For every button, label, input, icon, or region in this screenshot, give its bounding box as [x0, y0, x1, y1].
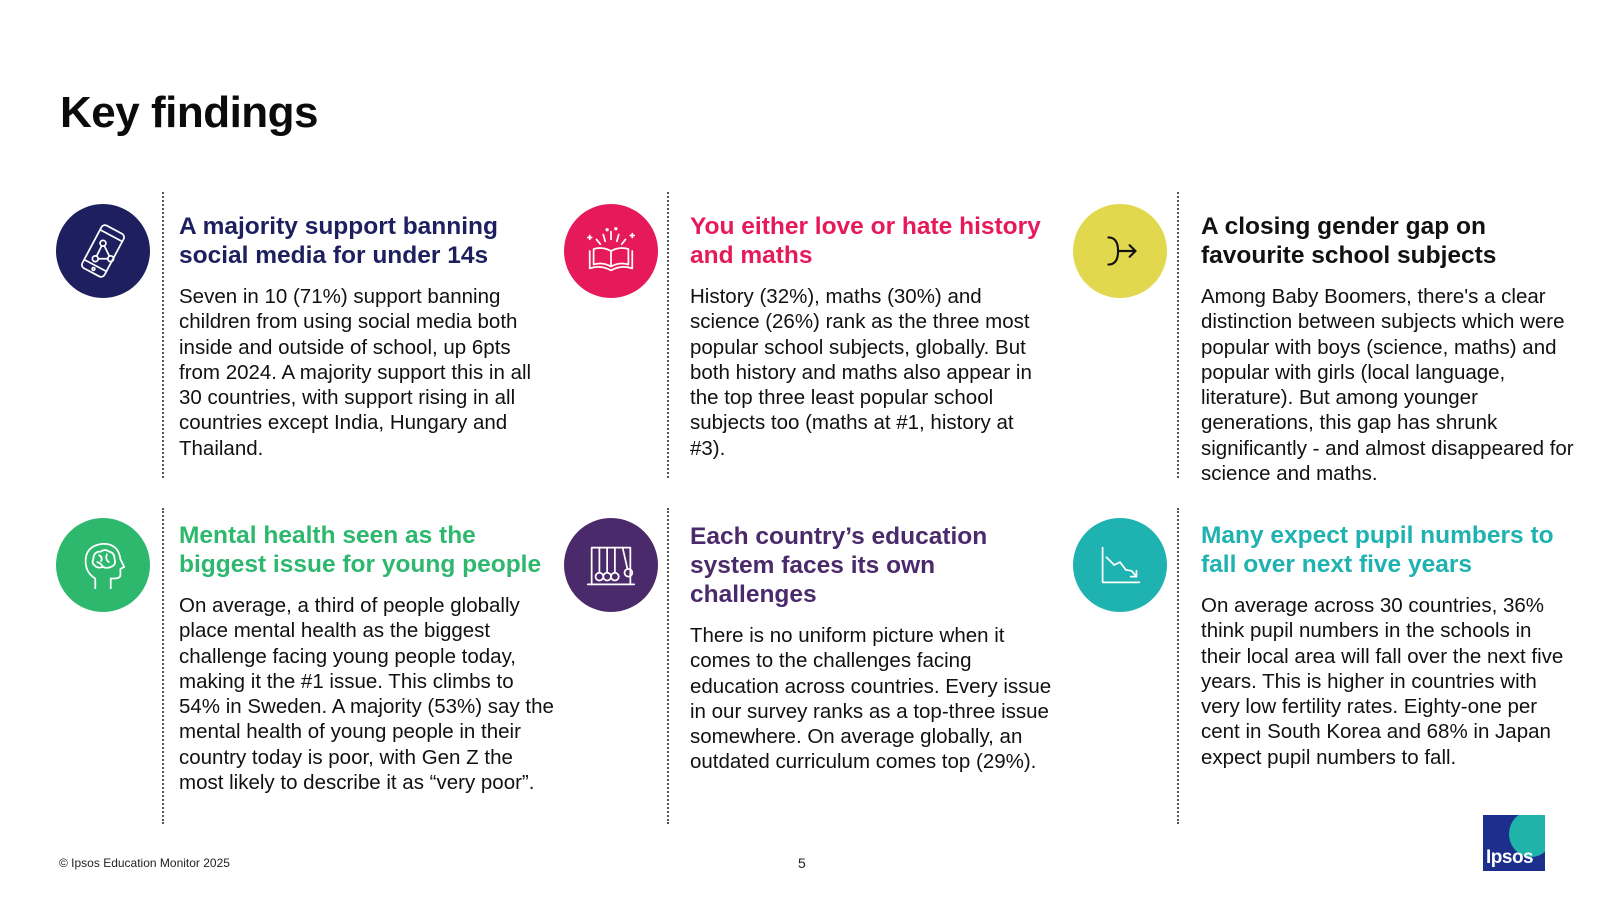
open-book-icon [582, 222, 640, 280]
finding-icon-circle [56, 518, 150, 612]
finding-icon-circle [1073, 518, 1167, 612]
divider [1177, 192, 1179, 478]
logo-wordmark: Ipsos [1486, 847, 1534, 868]
finding-body: There is no uniform picture when it comes to the challenges facing education across countries. Every issue in our survey ranks as a top-three issue somewhere. On average globally, an outdated curriculum comes top (29%). [690, 624, 1052, 774]
finding-body: On average across 30 countries, 36% think pupil numbers in the schools in their local area will fall over the next five years. This is higher in countries with very low fertility rates. Eighty-one per cent in South Korea and 68% in Japan expect pupil numbers to fall. [1201, 594, 1564, 769]
newtons-cradle-icon [582, 536, 640, 594]
divider [162, 508, 164, 824]
divider [667, 192, 669, 478]
footer-copyright: © Ipsos Education Monitor 2025 [59, 856, 230, 870]
finding-title: You either love or hate history and maths [690, 213, 1041, 269]
finding-title: Mental health seen as the biggest issue for young people [179, 522, 542, 578]
finding-title: A closing gender gap on favourite school subjects [1201, 213, 1497, 269]
page-number: 5 [798, 855, 806, 871]
finding-body: Seven in 10 (71%) support banning children from using social media both inside and outside of school, up 6pts from 2024. A majority support this in all 30 countries, with support rising in all countries except India, Hungary and Thailand. [179, 285, 532, 460]
finding-body: Among Baby Boomers, there's a clear distinction between subjects which were popular with boys (science, maths) and popular with girls (local language, literature). But among younger generations, this gap has shrunk significantly - and almost disappeared for science and maths. [1201, 285, 1574, 486]
merge-arrow-icon [1091, 222, 1149, 280]
finding-body: History (32%), maths (30%) and science (26%) rank as the three most popular school subjects, globally. But both history and maths also appear in the top three least popular school subjects too (maths at #1, history at #3). [690, 285, 1032, 460]
ipsos-logo [1483, 815, 1545, 871]
finding-icon-circle [56, 204, 150, 298]
finding-icon-circle [1073, 204, 1167, 298]
finding-icon-circle [564, 518, 658, 612]
finding-title: A majority support banning social media for under 14s [179, 213, 498, 269]
divider [667, 508, 669, 824]
phone-network-icon [74, 222, 132, 280]
head-brain-icon [74, 536, 132, 594]
page-title: Key findings [60, 88, 319, 137]
finding-title: Many expect pupil numbers to fall over next five years [1201, 522, 1554, 578]
declining-chart-icon [1091, 536, 1149, 594]
finding-body: On average, a third of people globally place mental health as the biggest challenge facing young people today, making it the #1 issue. This climbs to 54% in Sweden. A majority (53%) say the mental health of young people in their country today is poor, with Gen Z the most likely to describe it as “very poor”. [179, 594, 554, 795]
divider [1177, 508, 1179, 824]
finding-title: Each country’s education system faces its own challenges [690, 523, 988, 608]
divider [162, 192, 164, 478]
finding-icon-circle [564, 204, 658, 298]
